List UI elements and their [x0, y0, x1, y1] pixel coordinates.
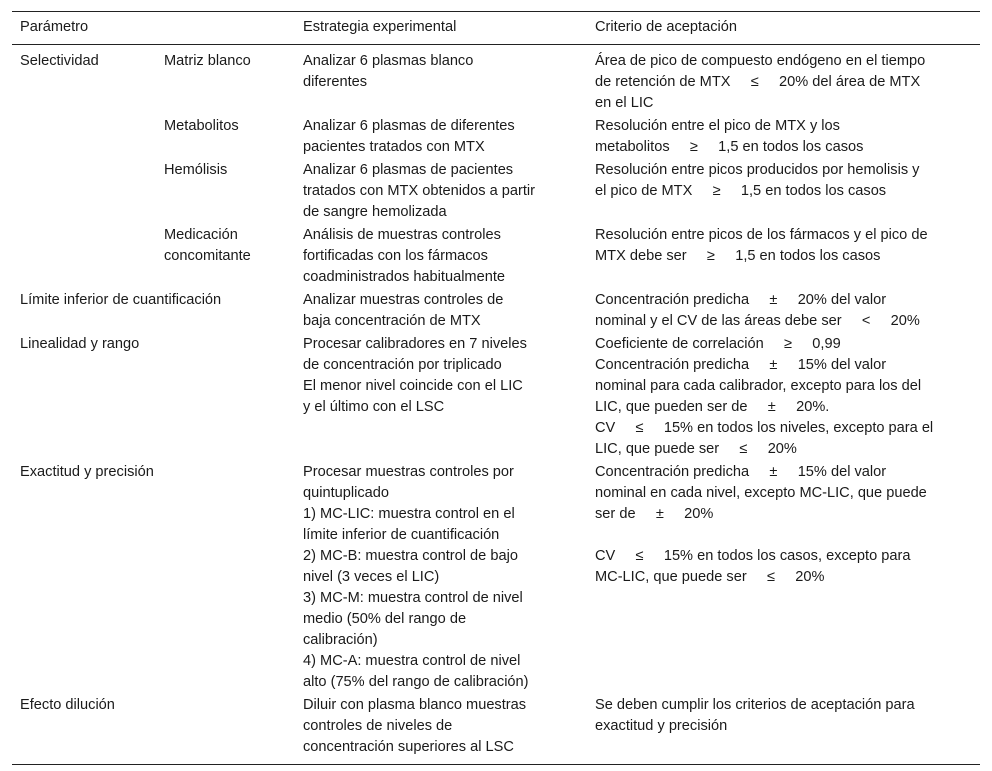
criterio-cell: [587, 333, 980, 461]
estrategia-cell: [295, 224, 587, 289]
text-line: 3) MC-M: muestra control de nivel: [303, 590, 523, 606]
text-line: Analizar muestras controles de: [303, 292, 504, 308]
table-row: [12, 159, 980, 224]
text-line: Analizar 6 plasmas blanco: [303, 53, 474, 69]
text-line: nominal y el CV de las áreas debe ser < 20%: [595, 313, 920, 329]
estrategia-cell: [295, 461, 587, 694]
text-line: coadministrados habitualmente: [303, 269, 505, 285]
param-cell: Exactitud y precisión: [20, 464, 154, 480]
subparam-cell: Medicación concomitante: [164, 227, 251, 264]
validation-table: [12, 11, 980, 765]
text-line: baja concentración de MTX: [303, 313, 481, 329]
table-row: [12, 289, 980, 333]
text-line: Análisis de muestras controles: [303, 227, 501, 243]
text-line: de concentración por triplicado: [303, 357, 502, 373]
text-line: calibración): [303, 632, 378, 648]
estrategia-cell: [295, 694, 587, 765]
text-line: quintuplicado: [303, 485, 390, 501]
text-line: MC-LIC, que puede ser ≤ 20%: [595, 569, 825, 585]
text-line: Analizar 6 plasmas de diferentes: [303, 118, 515, 134]
text-line: 4) MC-A: muestra control de nivel: [303, 653, 521, 669]
text-line: controles de niveles de: [303, 718, 453, 734]
text-line: medio (50% del rango de: [303, 611, 467, 627]
param-cell: Selectividad: [20, 53, 99, 69]
text-line: límite inferior de cuantificación: [303, 527, 500, 543]
text-line: Procesar muestras controles por: [303, 464, 514, 480]
text-line: Concentración predicha ± 20% del valor: [595, 292, 887, 308]
text-line: Se deben cumplir los criterios de aceptación para: [595, 697, 915, 713]
text-line: MTX debe ser ≥ 1,5 en todos los casos: [595, 248, 881, 264]
criterio-cell: [587, 45, 980, 116]
text-line: Procesar calibradores en 7 niveles: [303, 336, 527, 352]
criterio-cell: [587, 289, 980, 333]
text-line: Analizar 6 plasmas de pacientes: [303, 162, 514, 178]
blank-line: [595, 525, 972, 546]
text-line: Resolución entre picos de los fármacos y el pico de: [595, 227, 928, 243]
criterio-cell: [587, 694, 980, 765]
text-line: nominal para cada calibrador, excepto para los del: [595, 378, 922, 394]
text-line: Coeficiente de correlación ≥ 0,99: [595, 336, 841, 352]
table-row: [12, 115, 980, 159]
header-estrategia: Estrategia experimental: [295, 12, 587, 45]
text-line: Concentración predicha ± 15% del valor: [595, 357, 887, 373]
table-row: [12, 224, 980, 289]
text-line: Resolución entre el pico de MTX y los: [595, 118, 840, 134]
text-line: exactitud y precisión: [595, 718, 728, 734]
subparam-cell: Matriz blanco: [164, 53, 251, 69]
text-line: y el último con el LSC: [303, 399, 445, 415]
text-line: de sangre hemolizada: [303, 204, 447, 220]
text-line: tratados con MTX obtenidos a partir: [303, 183, 535, 199]
text-line: Área de pico de compuesto endógeno en el tiempo: [595, 53, 926, 69]
estrategia-cell: [295, 289, 587, 333]
text-line: concentración superiores al LSC: [303, 739, 514, 755]
text-line: 2) MC-B: muestra control de bajo: [303, 548, 518, 564]
text-line: CV ≤ 15% en todos los casos, excepto para: [595, 548, 911, 564]
header-criterio: Criterio de aceptación: [587, 12, 980, 45]
table-row: [12, 461, 980, 694]
param-cell: Efecto dilución: [12, 694, 295, 765]
text-line: metabolitos ≥ 1,5 en todos los casos: [595, 139, 864, 155]
param-cell: Linealidad y rango: [20, 336, 140, 352]
subparam-cell: Metabolitos: [164, 118, 239, 134]
text-line: alto (75% del rango de calibración): [303, 674, 529, 690]
text-line: CV ≤ 15% en todos los niveles, excepto para el: [595, 420, 934, 436]
text-line: de retención de MTX ≤ 20% del área de MTX: [595, 74, 921, 90]
text-line: Diluir con plasma blanco muestras: [303, 697, 527, 713]
param-cell: Límite inferior de cuantificación: [20, 292, 222, 308]
table-row: [12, 45, 980, 116]
param-cell: [12, 115, 156, 159]
text-line: nominal en cada nivel, excepto MC-LIC, que puede: [595, 485, 927, 501]
text-line: El menor nivel coincide con el LIC: [303, 378, 523, 394]
text-line: fortificadas con los fármacos: [303, 248, 488, 264]
estrategia-cell: [295, 115, 587, 159]
text-line: ser de ± 20%: [595, 506, 714, 522]
text-line: 1) MC-LIC: muestra control en el: [303, 506, 515, 522]
subparam-cell: Hemólisis: [164, 162, 228, 178]
text-line: nivel (3 veces el LIC): [303, 569, 440, 585]
text-line: pacientes tratados con MTX: [303, 139, 485, 155]
criterio-cell: [587, 224, 980, 289]
table-body: [12, 45, 980, 765]
header-parametro: Parámetro: [12, 12, 295, 45]
criterio-cell: [587, 461, 980, 694]
text-line: LIC, que puede ser ≤ 20%: [595, 441, 797, 457]
table-row: [12, 333, 980, 461]
text-line: diferentes: [303, 74, 368, 90]
criterio-cell: [587, 159, 980, 224]
criterio-cell: [587, 115, 980, 159]
param-cell: [12, 224, 156, 289]
estrategia-cell: [295, 333, 587, 461]
text-line: Resolución entre picos producidos por hemolisis y: [595, 162, 920, 178]
text-line: Concentración predicha ± 15% del valor: [595, 464, 887, 480]
param-cell: [12, 159, 156, 224]
estrategia-cell: [295, 45, 587, 116]
estrategia-cell: [295, 159, 587, 224]
text-line: el pico de MTX ≥ 1,5 en todos los casos: [595, 183, 887, 199]
text-line: en el LIC: [595, 95, 654, 111]
table-row: [12, 694, 980, 765]
header-row: [12, 12, 980, 45]
text-line: LIC, que pueden ser de ± 20%.: [595, 399, 830, 415]
